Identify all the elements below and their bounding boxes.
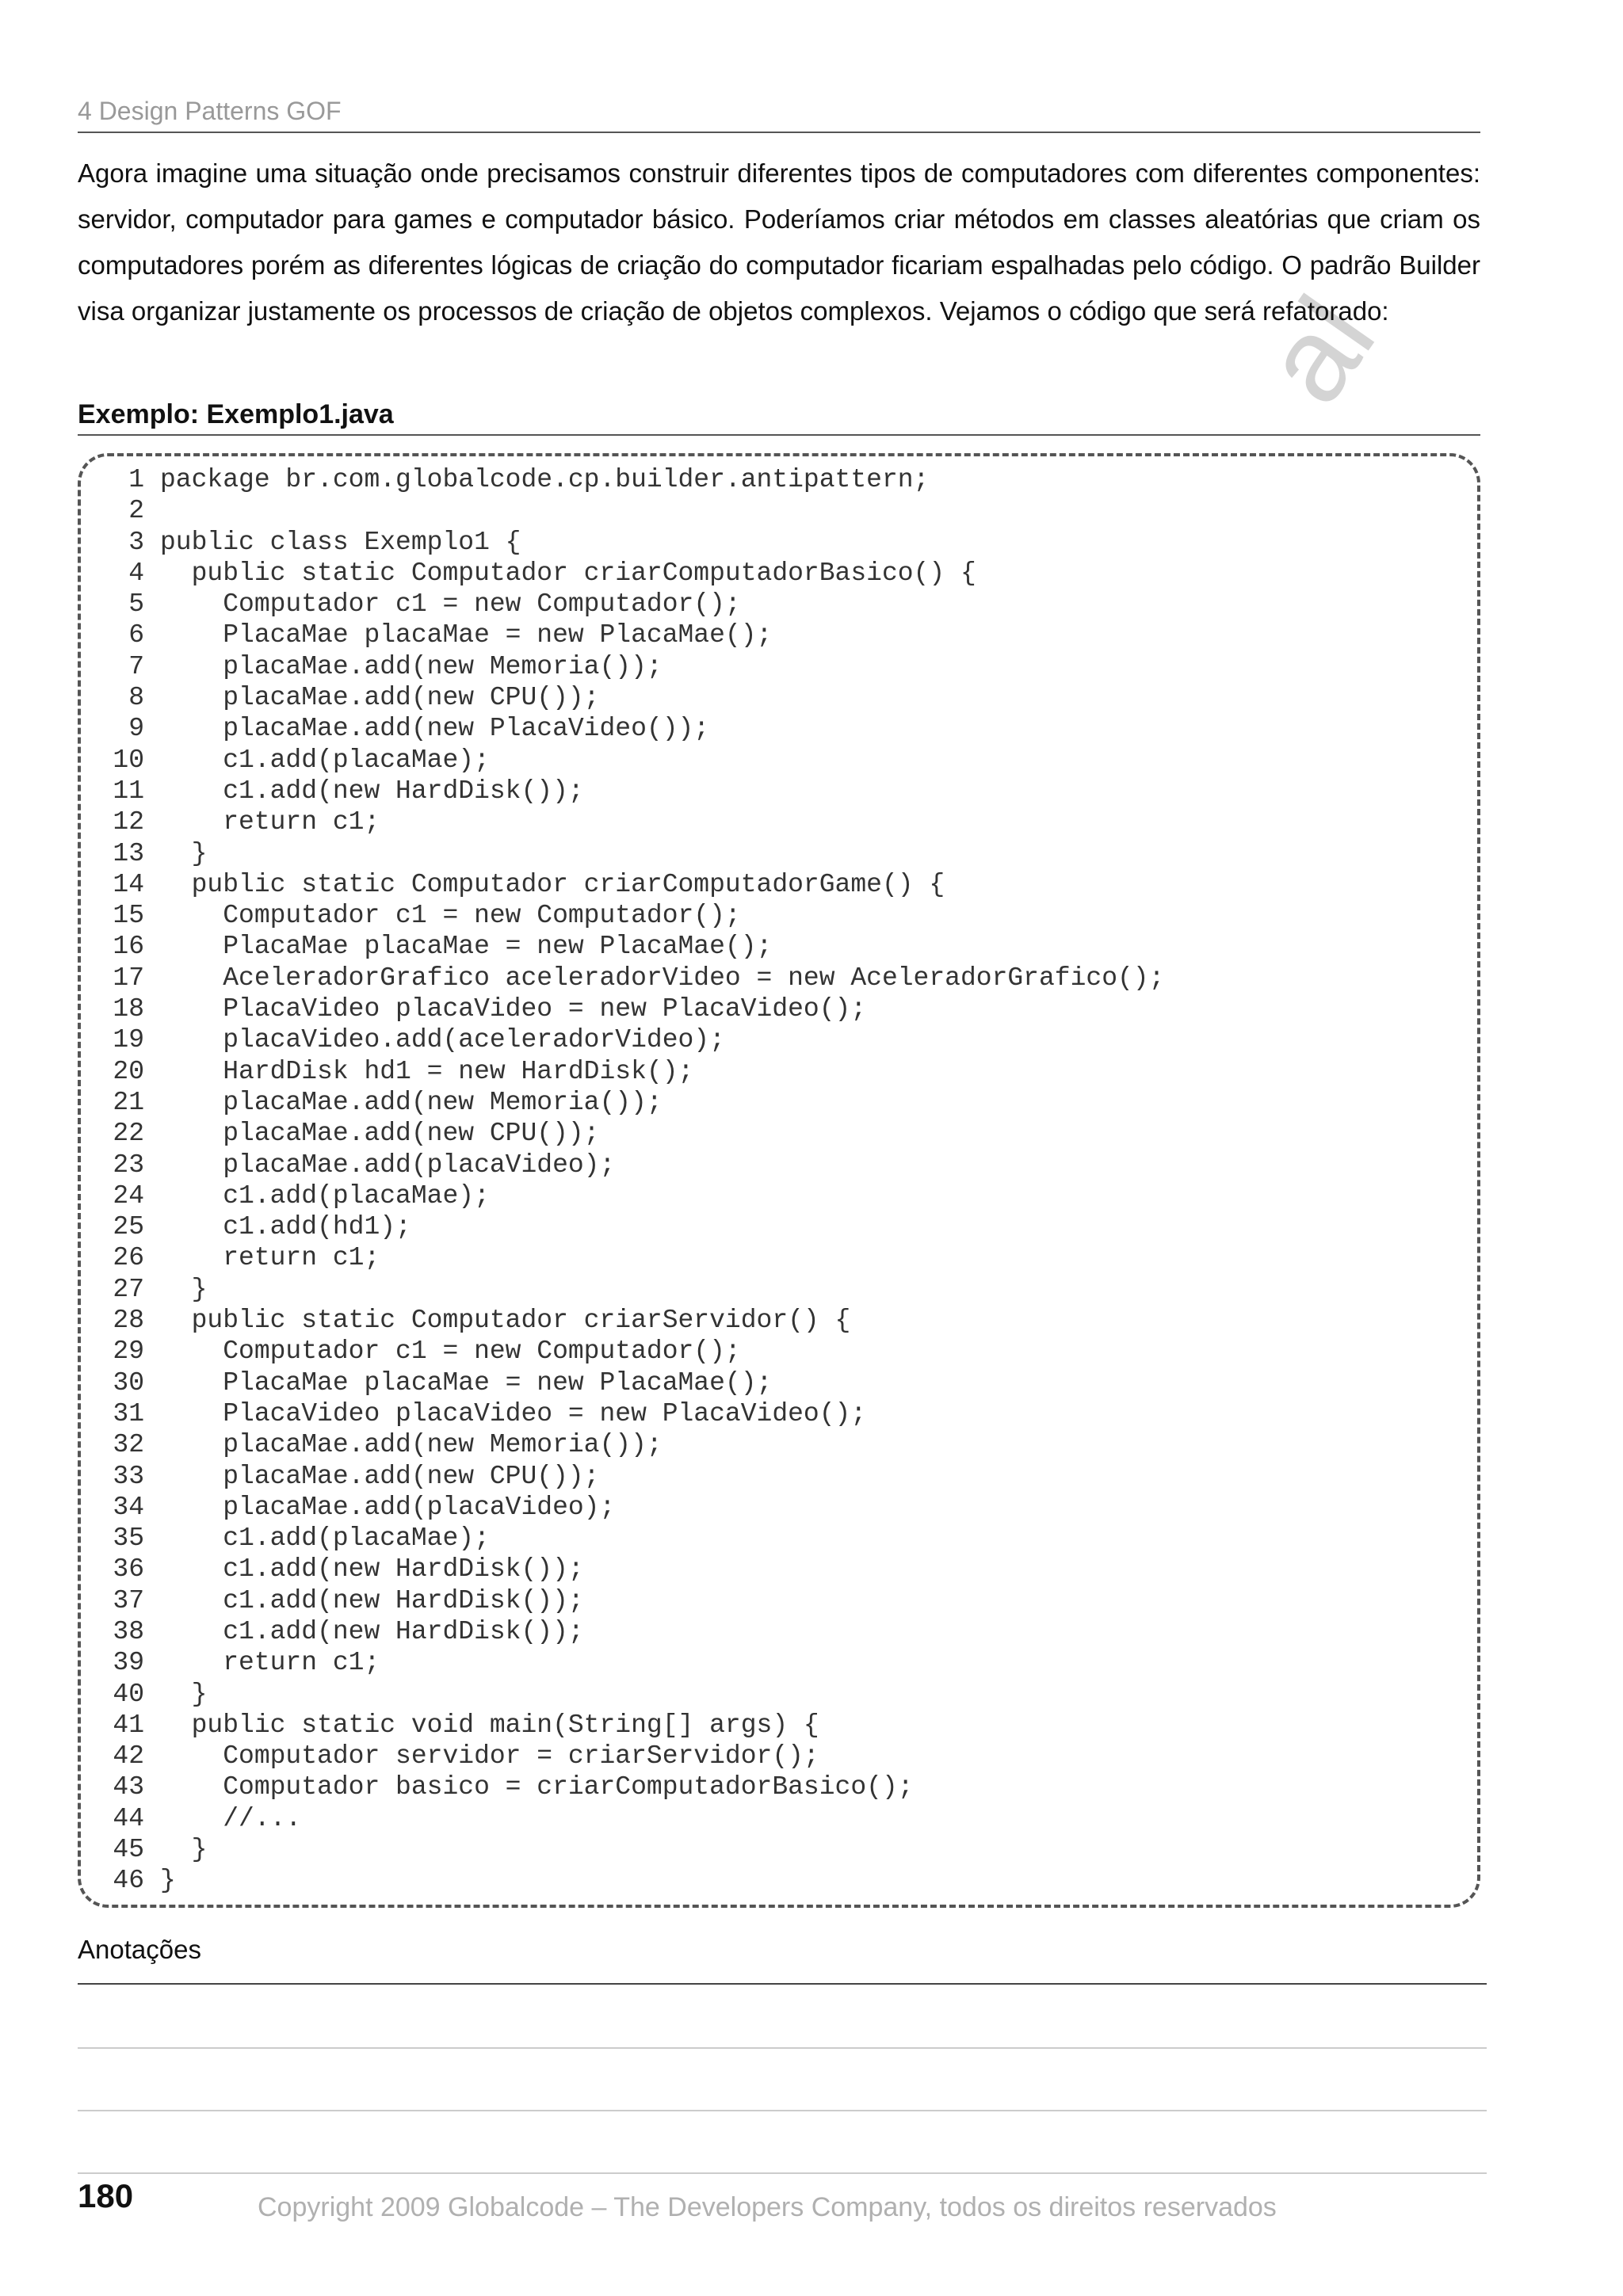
annotation-line xyxy=(78,1983,1487,1985)
line-number: 16 xyxy=(113,932,144,962)
code-text: public static Computador criarComputadorBasico() { xyxy=(160,558,976,588)
code-text: HardDisk hd1 = new HardDisk(); xyxy=(160,1056,694,1086)
line-number: 43 xyxy=(113,1772,144,1802)
code-text: placaMae.add(placaVideo); xyxy=(160,1492,616,1522)
code-line xyxy=(98,1803,1469,1834)
code-line xyxy=(98,1336,1469,1367)
code-line xyxy=(98,931,1469,962)
code-line xyxy=(98,900,1469,931)
page-number: 180 xyxy=(78,2177,134,2214)
line-number: 38 xyxy=(113,1616,144,1646)
code-line xyxy=(98,495,1469,526)
code-line xyxy=(98,1398,1469,1429)
code-line xyxy=(98,1741,1469,1772)
line-number: 31 xyxy=(113,1398,144,1428)
line-number: 21 xyxy=(113,1087,144,1117)
code-line xyxy=(98,838,1469,869)
copyright-notice: Copyright 2009 Globalcode – The Developers Company, todos os direitos reservados xyxy=(258,2192,1277,2222)
code-line xyxy=(98,558,1469,589)
code-line xyxy=(98,1585,1469,1616)
code-text: } xyxy=(160,1679,208,1709)
running-header xyxy=(78,95,1480,133)
line-number: 46 xyxy=(113,1866,144,1896)
code-text: placaMae.add(placaVideo); xyxy=(160,1150,616,1180)
code-text: Computador c1 = new Computador(); xyxy=(160,1337,741,1367)
code-line xyxy=(98,1523,1469,1554)
code-text: PlacaMae placaMae = new PlacaMae(); xyxy=(160,620,773,650)
code-text: return c1; xyxy=(160,1648,380,1678)
line-number: 33 xyxy=(113,1461,144,1491)
line-number: 11 xyxy=(113,776,144,806)
code-text: placaMae.add(new PlacaVideo()); xyxy=(160,714,710,744)
code-line xyxy=(98,620,1469,650)
line-number: 23 xyxy=(113,1150,144,1180)
line-number: 26 xyxy=(113,1243,144,1273)
code-text: placaMae.add(new CPU()); xyxy=(160,1461,600,1491)
line-number: 27 xyxy=(113,1274,144,1304)
code-line xyxy=(98,1429,1469,1460)
line-number: 29 xyxy=(113,1337,144,1367)
code-line xyxy=(98,589,1469,620)
line-number: 17 xyxy=(113,963,144,993)
line-number: 22 xyxy=(113,1119,144,1149)
code-text: PlacaMae placaMae = new PlacaMae(); xyxy=(160,1367,773,1398)
code-text: PlacaMae placaMae = new PlacaMae(); xyxy=(160,932,773,962)
code-line xyxy=(98,1211,1469,1242)
annotation-line xyxy=(78,2110,1487,2111)
line-number: 19 xyxy=(113,1025,144,1055)
code-line xyxy=(98,745,1469,776)
annotation-line xyxy=(78,2172,1487,2174)
line-number: 13 xyxy=(113,838,144,868)
code-text: placaMae.add(new Memoria()); xyxy=(160,651,663,681)
line-number: 3 xyxy=(128,527,144,557)
code-line xyxy=(98,713,1469,744)
code-line xyxy=(98,1056,1469,1087)
code-text: c1.add(hd1); xyxy=(160,1212,411,1242)
code-listing xyxy=(78,453,1480,1908)
code-line xyxy=(98,1118,1469,1149)
code-text: public class Exemplo1 { xyxy=(160,527,521,557)
code-text: } xyxy=(160,1866,176,1896)
code-text: } xyxy=(160,1274,208,1304)
code-line xyxy=(98,1242,1469,1273)
code-line xyxy=(98,1647,1469,1678)
code-line xyxy=(98,1554,1469,1585)
line-number: 41 xyxy=(113,1710,144,1740)
line-number: 6 xyxy=(128,620,144,650)
code-text: placaVideo.add(aceleradorVideo); xyxy=(160,1025,725,1055)
code-text: public static void main(String[] args) { xyxy=(160,1710,819,1740)
code-line xyxy=(98,651,1469,682)
code-line xyxy=(98,1492,1469,1523)
annotation-line xyxy=(78,2047,1487,2049)
line-number: 45 xyxy=(113,1835,144,1865)
code-text: PlacaVideo placaVideo = new PlacaVideo(); xyxy=(160,1398,867,1428)
code-line xyxy=(98,1710,1469,1741)
code-line xyxy=(98,994,1469,1024)
line-number: 2 xyxy=(128,496,144,526)
line-number: 28 xyxy=(113,1306,144,1336)
code-line xyxy=(98,527,1469,558)
code-line xyxy=(98,869,1469,900)
code-text: placaMae.add(new CPU()); xyxy=(160,1119,600,1149)
code-line xyxy=(98,776,1469,807)
code-text: c1.add(new HardDisk()); xyxy=(160,776,584,806)
line-number: 30 xyxy=(113,1367,144,1398)
code-text: c1.add(placaMae); xyxy=(160,1180,490,1211)
code-text: placaMae.add(new Memoria()); xyxy=(160,1430,663,1460)
code-line xyxy=(98,1180,1469,1211)
line-number: 12 xyxy=(113,807,144,837)
line-number: 24 xyxy=(113,1180,144,1211)
line-number: 44 xyxy=(113,1803,144,1833)
code-text: Computador servidor = criarServidor(); xyxy=(160,1741,819,1772)
line-number: 20 xyxy=(113,1056,144,1086)
code-text: AceleradorGrafico aceleradorVideo = new AceleradorGrafico(); xyxy=(160,963,1165,993)
line-number: 8 xyxy=(128,683,144,713)
code-text: PlacaVideo placaVideo = new PlacaVideo(); xyxy=(160,994,867,1024)
code-text: return c1; xyxy=(160,807,380,837)
line-number: 36 xyxy=(113,1554,144,1585)
code-text: Computador basico = criarComputadorBasico(); xyxy=(160,1772,914,1802)
line-number: 4 xyxy=(128,558,144,588)
example-heading xyxy=(78,398,1480,436)
line-number: 34 xyxy=(113,1492,144,1522)
example-title: Exemplo: Exemplo1.java xyxy=(78,399,394,429)
code-text: c1.add(new HardDisk()); xyxy=(160,1585,584,1615)
watermark: al xyxy=(1237,273,1400,426)
code-text: c1.add(placaMae); xyxy=(160,745,490,775)
intro-paragraph: Agora imagine uma situação onde precisamos construir diferentes tipos de computadores com diferentes componentes: servidor, computador para games e computador básico. Poderíamos criar métodos em classes aleatórias que criam os computadores porém as diferentes lógicas de criação do computador ficariam espalhadas pelo código. O padrão Builder visa organizar justamente os processos de criação de objetos complexos. Vejamos o código que será refatorado: xyxy=(78,158,1480,326)
code-line xyxy=(98,1616,1469,1647)
code-text: placaMae.add(new CPU()); xyxy=(160,683,600,713)
line-number: 15 xyxy=(113,901,144,931)
code-text: placaMae.add(new Memoria()); xyxy=(160,1087,663,1117)
line-number: 9 xyxy=(128,714,144,744)
code-line xyxy=(98,963,1469,994)
code-text: public static Computador criarServidor() { xyxy=(160,1306,851,1336)
code-line xyxy=(98,1834,1469,1865)
line-number: 37 xyxy=(113,1585,144,1615)
line-number: 5 xyxy=(128,589,144,620)
code-line xyxy=(98,682,1469,713)
line-number: 39 xyxy=(113,1648,144,1678)
code-text: //... xyxy=(160,1803,302,1833)
code-line xyxy=(98,1305,1469,1336)
line-number: 14 xyxy=(113,869,144,899)
code-text: } xyxy=(160,838,208,868)
code-line xyxy=(98,1367,1469,1398)
line-number: 42 xyxy=(113,1741,144,1772)
line-number: 32 xyxy=(113,1430,144,1460)
code-line xyxy=(98,1772,1469,1802)
code-text: return c1; xyxy=(160,1243,380,1273)
line-number: 18 xyxy=(113,994,144,1024)
code-line xyxy=(98,807,1469,837)
line-number: 10 xyxy=(113,745,144,775)
code-line xyxy=(98,1679,1469,1710)
code-block xyxy=(98,464,1469,1897)
code-line xyxy=(98,1274,1469,1305)
line-number: 25 xyxy=(113,1212,144,1242)
code-text: c1.add(placaMae); xyxy=(160,1524,490,1554)
code-text: public static Computador criarComputadorGame() { xyxy=(160,869,945,899)
code-line xyxy=(98,1024,1469,1055)
code-text: c1.add(new HardDisk()); xyxy=(160,1616,584,1646)
code-text: } xyxy=(160,1835,208,1865)
line-number: 40 xyxy=(113,1679,144,1709)
chapter-title: 4 Design Patterns GOF xyxy=(78,97,342,125)
code-line xyxy=(98,464,1469,495)
code-text: package br.com.globalcode.cp.builder.antipattern; xyxy=(160,465,930,494)
code-line xyxy=(98,1865,1469,1896)
code-text: Computador c1 = new Computador(); xyxy=(160,589,741,620)
line-number: 1 xyxy=(128,465,144,494)
code-line xyxy=(98,1150,1469,1180)
code-text: c1.add(new HardDisk()); xyxy=(160,1554,584,1585)
line-number: 35 xyxy=(113,1524,144,1554)
code-text: Computador c1 = new Computador(); xyxy=(160,901,741,931)
code-line xyxy=(98,1087,1469,1118)
line-number: 7 xyxy=(128,651,144,681)
annotations-title: Anotações xyxy=(78,1935,201,1964)
code-line xyxy=(98,1461,1469,1492)
